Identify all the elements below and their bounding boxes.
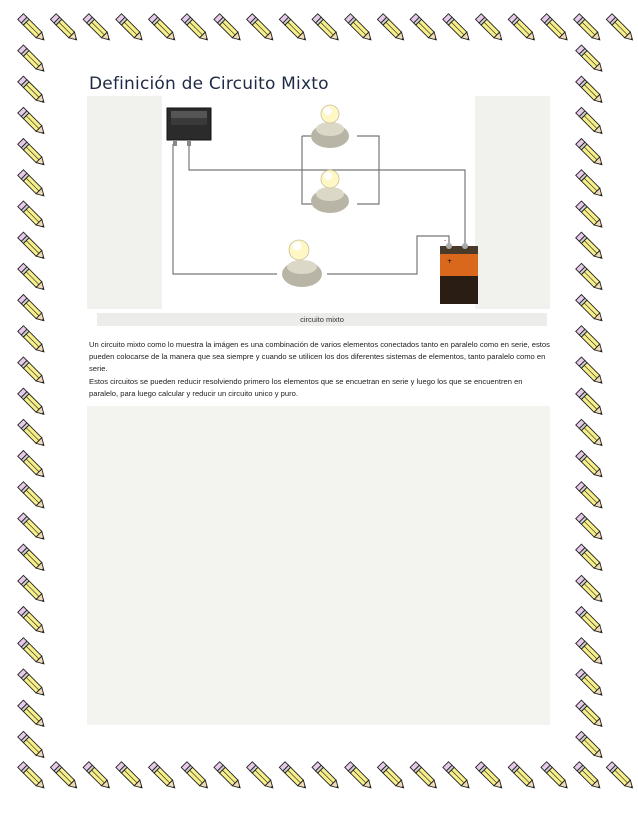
pencil-icon xyxy=(574,14,603,43)
battery-icon xyxy=(440,237,478,304)
pencil-icon xyxy=(576,482,605,511)
pencil-icon xyxy=(18,45,47,74)
pencil-icon xyxy=(312,762,341,791)
pencil-icon xyxy=(149,14,178,43)
battery-positive-label: + xyxy=(447,258,453,265)
pencil-icon xyxy=(18,107,47,136)
pencil-icon xyxy=(247,762,276,791)
pencil-icon xyxy=(606,14,635,43)
pencil-icon xyxy=(606,762,635,791)
pencil-icon xyxy=(576,544,605,573)
page-title: Definición de Circuito Mixto xyxy=(89,74,329,94)
paragraph-1: Un circuito mixto como lo muestra la imágen es una combinación de varios elementos conectados tanto en paralelo como en serie, estos pueden colocarse de la manera que sea siempre y cuando se utilicen los dos diferentes sistemas de elementos, tanto paralelo como en serie. xyxy=(89,340,550,374)
switch-icon xyxy=(167,108,211,146)
pencil-icon xyxy=(576,107,605,136)
pencil-icon xyxy=(377,762,406,791)
pencil-icon xyxy=(576,388,605,417)
pencil-icon xyxy=(18,638,47,667)
pencil-icon xyxy=(508,762,537,791)
pencil-icon xyxy=(576,326,605,355)
pencil-icon xyxy=(214,762,243,791)
pencil-icon xyxy=(576,263,605,292)
pencil-icon xyxy=(476,14,505,43)
pencil-icon xyxy=(116,762,145,791)
pencil-icon xyxy=(83,14,112,43)
pencil-icon xyxy=(18,607,47,636)
body-text xyxy=(89,339,551,400)
pencil-icon xyxy=(345,14,374,43)
pencil-icon xyxy=(576,232,605,261)
pencil-icon xyxy=(18,700,47,729)
pencil-icon xyxy=(508,14,537,43)
pencil-icon xyxy=(18,731,47,760)
pencil-icon xyxy=(149,762,178,791)
pencil-icon xyxy=(576,451,605,480)
pencil-icon xyxy=(18,669,47,698)
pencil-icon xyxy=(576,295,605,324)
pencil-icon xyxy=(247,14,276,43)
pencil-icon xyxy=(312,14,341,43)
paragraph-2: Estos circuitos se pueden reducir resolviendo primero los elementos que se encuetran en serie y luego los que se encuentren en paralelo, para luego calcular y reducir un circuito unico y puro. xyxy=(89,376,523,398)
pencil-icon xyxy=(18,388,47,417)
pencil-icon xyxy=(576,575,605,604)
pencil-icon xyxy=(18,357,47,386)
pencil-icon xyxy=(18,263,47,292)
pencil-icon xyxy=(18,170,47,199)
pencil-icon xyxy=(181,762,210,791)
pencil-icon xyxy=(116,14,145,43)
pencil-icon xyxy=(18,419,47,448)
pencil-icon xyxy=(18,544,47,573)
pencil-icon xyxy=(18,139,47,168)
pencil-icon xyxy=(576,419,605,448)
pencil-icon xyxy=(18,762,47,791)
pencil-icon xyxy=(576,731,605,760)
pencil-icon xyxy=(377,14,406,43)
pencil-icon xyxy=(83,762,112,791)
pencil-icon xyxy=(279,762,308,791)
pencil-icon xyxy=(18,513,47,542)
pencil-icon xyxy=(576,357,605,386)
pencil-icon xyxy=(576,700,605,729)
pencil-icon xyxy=(576,607,605,636)
pencil-icon xyxy=(576,45,605,74)
empty-content-panel xyxy=(87,406,550,725)
pencil-icon xyxy=(576,139,605,168)
pencil-icon xyxy=(18,232,47,261)
pencil-icon xyxy=(181,14,210,43)
pencil-icon xyxy=(50,14,79,43)
pencil-icon xyxy=(50,762,79,791)
pencil-icon xyxy=(18,76,47,105)
pencil-icon xyxy=(541,14,570,43)
pencil-icon xyxy=(576,76,605,105)
pencil-icon xyxy=(541,762,570,791)
pencil-icon xyxy=(18,295,47,324)
figure-caption: circuito mixto xyxy=(300,315,344,324)
pencil-icon xyxy=(574,762,603,791)
pencil-icon xyxy=(18,451,47,480)
pencil-icon xyxy=(443,762,472,791)
pencil-icon xyxy=(18,14,47,43)
pencil-icon xyxy=(576,669,605,698)
pencil-icon xyxy=(576,638,605,667)
pencil-icon xyxy=(576,201,605,230)
pencil-icon xyxy=(443,14,472,43)
pencil-icon xyxy=(410,14,439,43)
pencil-icon xyxy=(18,326,47,355)
pencil-icon xyxy=(18,482,47,511)
battery-negative-label: - xyxy=(444,237,447,244)
pencil-icon xyxy=(279,14,308,43)
pencil-icon xyxy=(476,762,505,791)
pencil-icon xyxy=(214,14,243,43)
pencil-icon xyxy=(18,575,47,604)
pencil-icon xyxy=(576,170,605,199)
pencil-icon xyxy=(18,201,47,230)
circuit-figure xyxy=(87,96,550,309)
pencil-icon xyxy=(576,513,605,542)
pencil-icon xyxy=(345,762,374,791)
pencil-icon xyxy=(410,762,439,791)
